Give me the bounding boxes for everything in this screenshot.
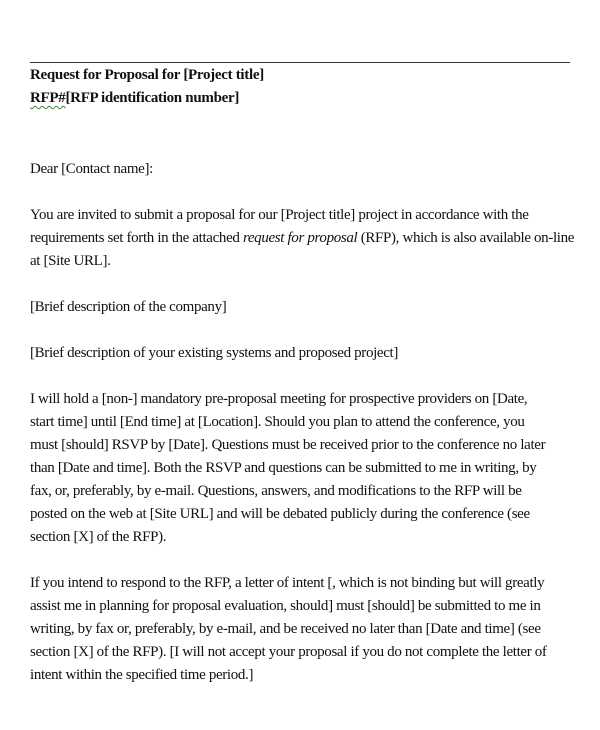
rfp-hash: RFP# [30,90,66,106]
intent-line: assist me in planning for proposal evaluation, should] must [should] be submitted to me in [30,598,541,614]
intent-line: intent within the specified time period.] [30,667,254,683]
paragraph-company [30,296,575,319]
document-header [30,64,570,110]
paragraph-invite [30,204,575,273]
salutation-text: Dear [Contact name]: [30,161,153,177]
salutation [30,158,575,181]
header-rfp-line [30,87,570,110]
intent-line: section [X] of the RFP). [I will not accept your proposal if you do not complete the letter of [30,644,547,660]
header-title: Request for Proposal for [Project title] [30,67,264,83]
meeting-line: start time] until [End time] at [Location]. Should you plan to attend the conference, you [30,414,525,430]
company-description: [Brief description of the company] [30,299,227,315]
invite-text: requirements set forth in the attached [30,230,243,246]
meeting-line: I will hold a [non-] mandatory pre-proposal meeting for prospective providers on [Date, [30,391,528,407]
invite-text: (RFP), which is also available on-line [357,230,575,246]
invite-line [30,227,575,250]
paragraph-meeting [30,388,575,549]
meeting-line: fax, or, preferably, by e-mail. Questions, answers, and modifications to the RFP will be [30,483,522,499]
meeting-line: section [X] of the RFP). [30,529,167,545]
header-rule [30,62,570,63]
paragraph-intent [30,572,575,687]
meeting-line: posted on the web at [Site URL] and will be debated publicly during the conference (see [30,506,530,522]
invite-line: You are invited to submit a proposal for our [Project title] project in accordance with the [30,207,529,223]
rfp-identification: [RFP identification number] [65,90,240,106]
meeting-line: than [Date and time]. Both the RSVP and questions can be submitted to me in writing, by [30,460,537,476]
invite-line: at [Site URL]. [30,253,111,269]
letter-body [30,158,575,710]
intent-line: If you intend to respond to the RFP, a letter of intent [, which is not binding but will greatly [30,575,545,591]
systems-description: [Brief description of your existing systems and proposed project] [30,345,398,361]
intent-line: writing, by fax or, preferably, by e-mail, and be received no later than [Date and time] (see [30,621,541,637]
invite-italic-text: request for proposal [242,230,358,246]
paragraph-systems [30,342,575,365]
meeting-line: must [should] RSVP by [Date]. Questions must be received prior to the conference no later [30,437,546,453]
